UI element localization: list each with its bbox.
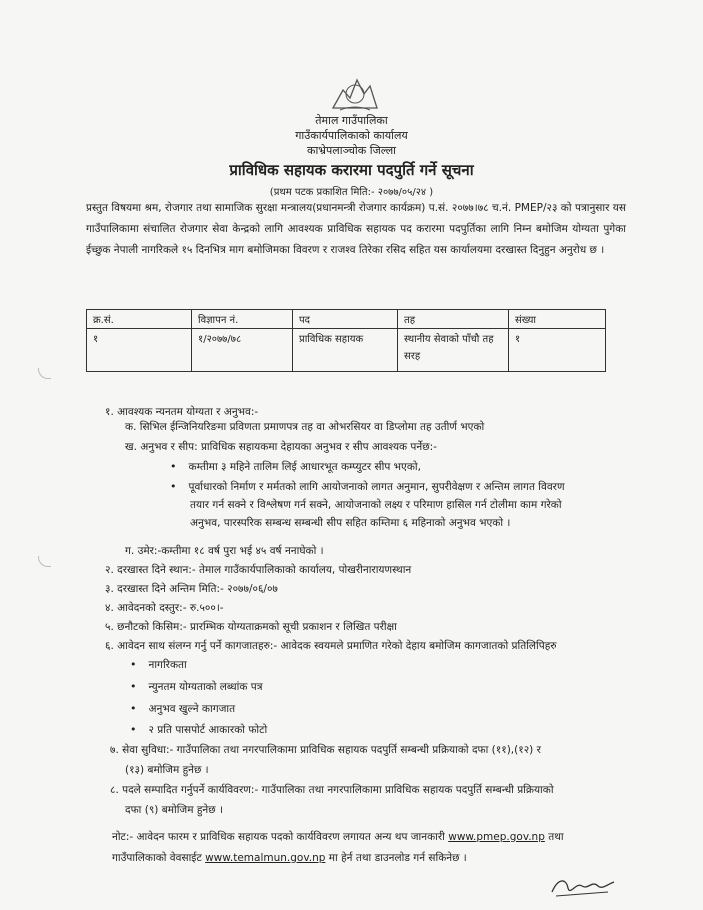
table-header-cell: पद (293, 310, 398, 329)
table-header-cell: तह (398, 310, 509, 329)
table-cell: स्थानीय सेवाको पाँचौ तह सरह (398, 329, 509, 372)
note-text: तथा (544, 831, 564, 843)
note-text: गाउँपालिकाको वेवसाईट (112, 852, 206, 864)
document-item (130, 680, 263, 694)
list-item-continuation: तयार गर्न सक्ने र विश्लेषण गर्न सक्ने, आयोजनाको लक्ष्य र परिमाण हासिल गर्न टोलीमा काम गरेको (190, 499, 562, 511)
vacancy-table (86, 309, 606, 372)
district-name: काभ्रेपलाञ्चोक जिल्ला (307, 144, 396, 157)
table-cell: १ (87, 329, 192, 372)
note-text: मा हेर्न तथा डाउनलोड गर्न सकिनेछ । (325, 852, 467, 864)
note-line (112, 830, 564, 844)
intro-paragraph: प्रस्तुत विषयमा श्रम, रोजगार तथा सामाजिक सुरक्षा मन्त्रालय(प्रधानमन्त्री रोजगार कार्यक्रम) प.सं. २०७७।७८ च.नं. PMEP/२३ को पत्रानुसार यस गाउँपालिकामा संचालित रोजगार सेवा केन्द्रको लागि आवश्यक प्राविधिक सहायक पद करारमा पदपुर्तिका लागि निम्न बमोजिम योग्यता पुगेका ईच्छुक नेपाली नागरिकले १५ दिनभित्र माग बमोजिमका विवरण र राजश्व तिरेका रसिद सहित यस कार्यालयमा दरखास्त दिनुहुन अनुरोध छ । (86, 202, 626, 256)
document-item-text: न्युनतम योग्यताको लब्धांक पत्र (148, 681, 263, 693)
list-item: ७. सेवा सुविधा:- गाउँपालिका तथा नगरपालिकामा प्राविधिक सहायक पदपुर्ति सम्बन्धी प्रक्रियाको दफा (११),(१२) र (110, 744, 541, 756)
document-item-text: अनुभव खुल्ने कागजात (148, 703, 236, 715)
signature-icon (548, 872, 618, 900)
scan-mark (38, 368, 51, 379)
list-item: ख. अनुभव र सीप: प्राविधिक सहायकमा देहायका अनुभव र सीप आवश्यक पर्नेछ:- (125, 441, 437, 453)
table-header-row (87, 310, 606, 329)
note-text: नोट:- आवेदन फारम र प्राविधिक सहायक पदको कार्यविवरण लगायत अन्य थप जानकारी (112, 831, 449, 843)
pmep-link[interactable]: www.pmep.gov.np (448, 831, 545, 843)
list-item (170, 480, 565, 494)
table-cell: प्राविधिक सहायक (293, 329, 398, 372)
list-item-continuation: (१३) बमोजिम हुनेछ । (125, 764, 209, 776)
list-item: ५. छनौटको किसिम:- प्रारम्भिक योग्यताक्रमको सूची प्रकाशन र लिखित परीक्षा (105, 621, 397, 633)
list-item: ८. पदले सम्पादित गर्नुपर्ने कार्यविवरण:- गाउँपालिका तथा नगरपालिकामा प्राविधिक सहायक पदपुर्ति सम्बन्धी प्रक्रियाको (110, 784, 554, 796)
table-header-cell: संख्या (509, 310, 606, 329)
document-item (130, 658, 187, 672)
document-item-text: नागरिकता (148, 659, 187, 671)
table-header-cell: विज्ञापन नं. (192, 310, 293, 329)
bullet-icon: • (130, 680, 137, 693)
bullet-icon: • (130, 723, 137, 736)
office-subtitle: गाउँकार्यपालिकाको कार्यालय (295, 129, 408, 142)
list-item: क. सिभिल ईन्जिनियरिङमा प्रविणता प्रमाणपत्र तह वा ओभरसियर वा डिप्लोमा तह उतीर्ण भएको (125, 421, 485, 433)
publish-date: (प्रथम पटक प्रकाशित मिति:- २०७७/०५/२४ ) (269, 187, 434, 198)
bullet-icon: • (170, 460, 177, 473)
list-item: १. आवश्यक न्यनतम योग्यता र अनुभव:- (105, 406, 259, 418)
document-item (130, 702, 235, 716)
list-item: ग. उमेर:-कम्तीमा १८ वर्ष पुरा भई ४५ वर्ष ननाघेको । (125, 545, 324, 557)
temalmun-link[interactable]: www.temalmun.gov.np (205, 852, 326, 864)
bullet-icon: • (130, 702, 137, 715)
document-item-text: २ प्रति पासपोर्ट आकारको फोटो (148, 724, 268, 736)
document-item (130, 723, 267, 737)
notice-title: प्राविधिक सहायक करारमा पदपुर्ति गर्ने सूचना (229, 161, 474, 179)
bullet-icon: • (170, 480, 177, 493)
list-item: ३. दरखास्त दिने अन्तिम मिति:- २०७७/०६/०७ (105, 583, 278, 595)
list-item: ६. आवेदन साथ संलग्न गर्नु पर्ने कागजातहरु:- आवेदक स्वयमले प्रमाणित गरेको देहाय बमोजिम कागजातको प्रतिलिपिहरु (105, 640, 557, 652)
list-item (170, 460, 421, 474)
list-item-continuation: अनुभव, पारस्परिक सम्बन्ध सम्बन्धी सीप सहित कम्तिमा ६ महिनाको अनुभव भएको । (190, 517, 511, 529)
bullet-icon: • (130, 658, 137, 671)
list-item-text: कम्तीमा ३ महिने तालिम लिई आधारभूत कम्प्युटर सीप भएको, (188, 461, 421, 473)
table-cell: १ (509, 329, 606, 372)
list-item: ४. आवेदनको दस्तुर:- रु.५००।- (105, 602, 224, 614)
office-name: तेमाल गाउँपालिका (315, 114, 388, 127)
table-header-cell: क्र.सं. (87, 310, 192, 329)
emblem-icon (330, 70, 380, 114)
scan-mark (38, 556, 51, 567)
list-item-continuation: दफा (९) बमोजिम हुनेछ । (125, 804, 223, 816)
note-line (112, 851, 467, 865)
list-item: २. दरखास्त दिने स्थान:- तेमाल गाउँकार्यपालिकाको कार्यालय, पोखरीनारायणस्थान (105, 564, 412, 576)
table-row (87, 329, 606, 372)
table-cell: १/२०७७/७८ (192, 329, 293, 372)
list-item-text: पूर्वाधारको निर्माण र मर्मतको लागि आयोजनाको लागत अनुमान, सुपरीवेक्षण र अन्तिम लागत विवरण (188, 481, 565, 493)
